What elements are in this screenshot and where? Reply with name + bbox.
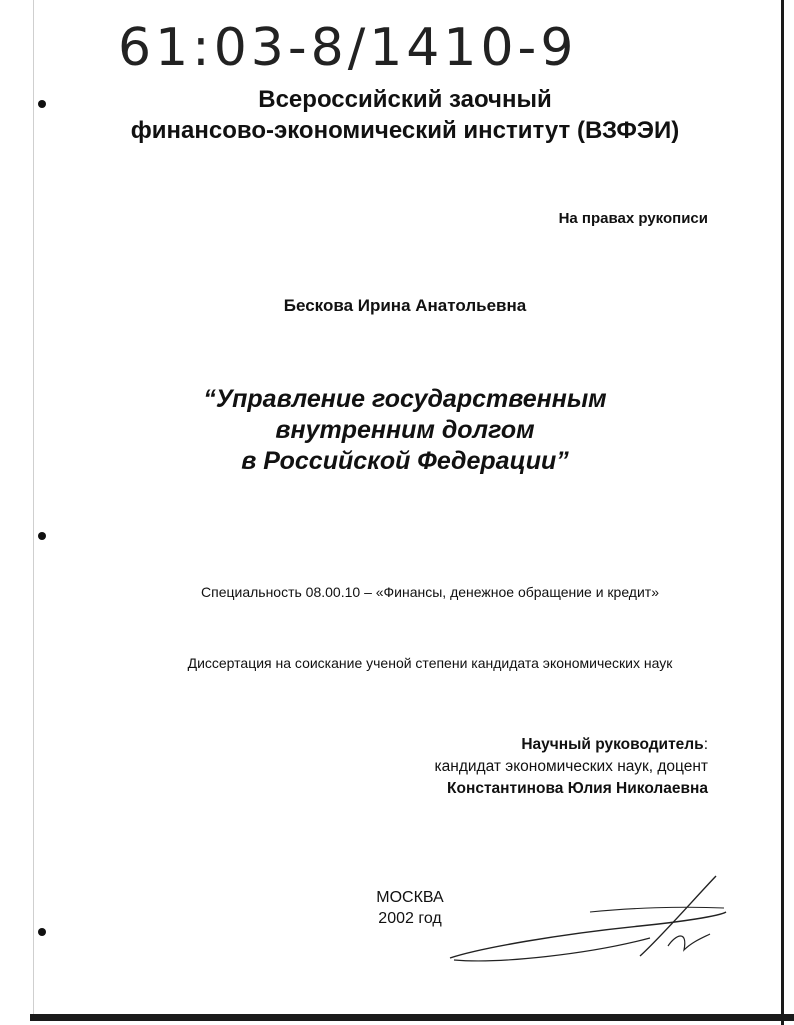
degree-line: Диссертация на соискание ученой степени кандидата экономических наук — [187, 655, 673, 671]
year: 2002 год — [378, 910, 442, 927]
supervisor-heading: Научный руководитель — [521, 736, 704, 753]
handwritten-signature — [440, 868, 730, 978]
scan-border-left — [33, 0, 34, 1014]
punch-hole-top — [38, 100, 46, 108]
city: МОСКВА — [376, 889, 444, 906]
handwritten-archive-code: 61:03-8/1410-9 — [118, 18, 578, 78]
scan-border-right — [781, 0, 784, 1025]
punch-hole-bottom — [38, 928, 46, 936]
specialty-line: Специальность 08.00.10 – «Финансы, денежное обращение и кредит» — [201, 584, 659, 600]
supervisor-heading-row — [340, 734, 708, 756]
thesis-title-line-1: “Управление государственным — [203, 385, 607, 413]
scan-border-bottom — [30, 1014, 794, 1021]
institute-name-line-2: финансово-экономический институт (ВЗФЭИ) — [130, 117, 680, 144]
institute-name — [60, 84, 750, 146]
institute-name-line-1: Всероссийский заочный — [258, 86, 552, 113]
manuscript-note: На правах рукописи — [558, 210, 708, 227]
punch-hole-middle — [38, 532, 46, 540]
supervisor-position: кандидат экономических наук, доцент — [434, 758, 708, 775]
thesis-title — [100, 384, 710, 477]
supervisor-colon: : — [703, 736, 708, 753]
supervisor-name: Константинова Юлия Николаевна — [447, 780, 708, 797]
author-name: Бескова Ирина Анатольевна — [283, 296, 527, 315]
supervisor-block — [340, 734, 708, 800]
thesis-title-line-2: внутренним долгом — [275, 416, 535, 444]
thesis-title-line-3: в Российской Федерации” — [241, 447, 569, 475]
